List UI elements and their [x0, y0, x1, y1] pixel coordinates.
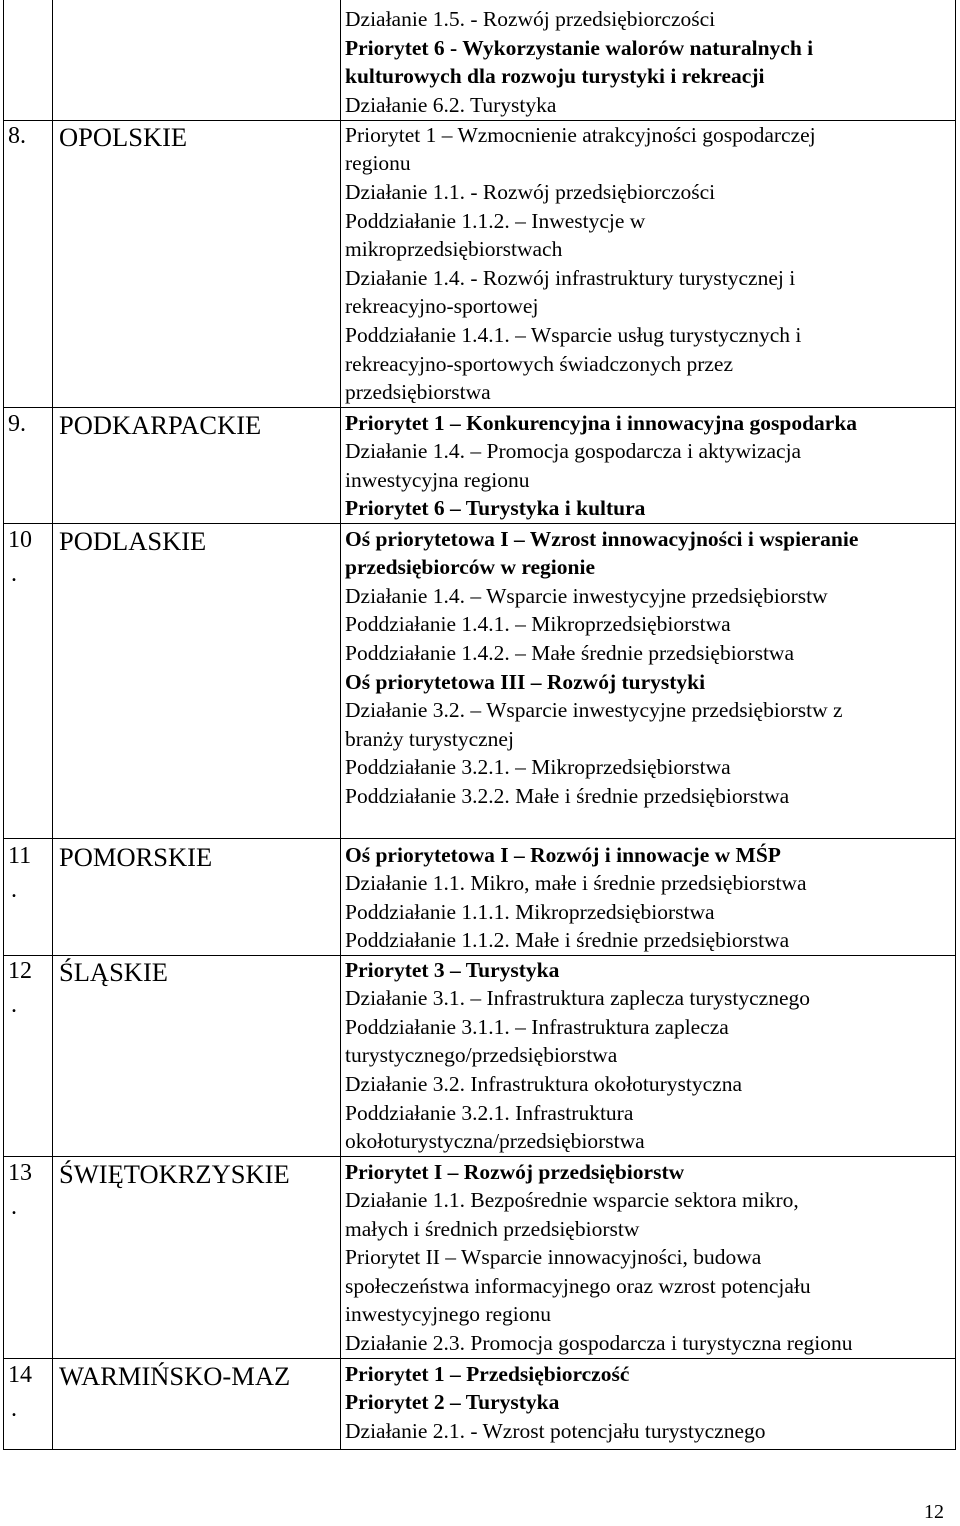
- row3-line-2: Działanie 1.4. – Wsparcie inwestycyjne przedsiębiorstw: [345, 584, 828, 608]
- row1-line-6: rekreacyjno-sportowej: [345, 294, 539, 318]
- row5-line-1: Działanie 3.1. – Infrastruktura zaplecza turystycznego: [345, 986, 811, 1010]
- region-name: ŚWIĘTOKRZYSKIE: [59, 1159, 290, 1189]
- row6-line-4: społeczeństwa informacyjnego oraz wzrost potencjału: [345, 1274, 811, 1298]
- row3-line-7: branży turystycznej: [345, 727, 514, 751]
- row0-line-3: Działanie 6.2. Turystyka: [345, 93, 557, 117]
- row4-line-3: Poddziałanie 1.1.2. Małe i średnie przedsiębiorstwa: [345, 928, 790, 952]
- region-name: PODLASKIE: [59, 526, 207, 556]
- row6-line-6: Działanie 2.3. Promocja gospodarcza i turystyczna regionu: [345, 1331, 853, 1355]
- row0-line-2: kulturowych dla rozwoju turystyki i rekreacji: [345, 64, 765, 88]
- row-number: 8.: [8, 123, 26, 149]
- row2-line-0: Priorytet 1 – Konkurencyjna i innowacyjna gospodarka: [345, 411, 858, 435]
- row5-line-4: Działanie 3.2. Infrastruktura okołoturystyczna: [345, 1072, 743, 1096]
- row4-line-1: Działanie 1.1. Mikro, małe i średnie przedsiębiorstwa: [345, 871, 807, 895]
- row-number-dot: .: [11, 561, 17, 587]
- row2-line-1: Działanie 1.4. – Promocja gospodarcza i aktywizacja: [345, 439, 802, 463]
- row1-line-1: regionu: [345, 151, 411, 175]
- row-number-dot: .: [11, 1396, 17, 1422]
- row3-line-5: Oś priorytetowa III – Rozwój turystyki: [345, 670, 706, 694]
- row1-line-9: przedsiębiorstwa: [345, 380, 491, 404]
- row6-line-2: małych i średnich przedsiębiorstw: [345, 1217, 640, 1241]
- row-divider: [3, 523, 956, 524]
- row-number: 12: [8, 958, 32, 984]
- row6-line-3: Priorytet II – Wsparcie innowacyjności, budowa: [345, 1245, 762, 1269]
- row5-line-5: Poddziałanie 3.2.1. Infrastruktura: [345, 1101, 634, 1125]
- row-number: 14: [8, 1362, 32, 1388]
- row1-line-4: mikroprzedsiębiorstwach: [345, 237, 563, 261]
- row5-line-2: Poddziałanie 3.1.1. – Infrastruktura zaplecza: [345, 1015, 729, 1039]
- row-divider: [3, 407, 956, 408]
- row1-line-7: Poddziałanie 1.4.1. – Wsparcie usług turystycznych i: [345, 323, 802, 347]
- row-number: 9.: [8, 411, 26, 437]
- table-col-divider-1: [52, 0, 53, 1450]
- row-divider: [3, 1156, 956, 1157]
- row1-line-3: Poddziałanie 1.1.2. – Inwestycje w: [345, 209, 646, 233]
- table-border-left: [3, 0, 4, 1450]
- row-divider: [3, 838, 956, 839]
- region-name: WARMIŃSKO-MAZ: [59, 1361, 291, 1391]
- row3-line-0: Oś priorytetowa I – Wzrost innowacyjności i wspieranie: [345, 527, 859, 551]
- row5-line-6: okołoturystyczna/przedsiębiorstwa: [345, 1129, 645, 1153]
- row4-line-0: Oś priorytetowa I – Rozwój i innowacje w MŚP: [345, 843, 781, 867]
- row3-line-8: Poddziałanie 3.2.1. – Mikroprzedsiębiorstwa: [345, 755, 731, 779]
- program-table: [3, 0, 956, 1450]
- region-name: OPOLSKIE: [59, 122, 188, 152]
- row6-line-5: inwestycyjnego regionu: [345, 1302, 551, 1326]
- row-divider: [3, 1358, 956, 1359]
- row6-line-1: Działanie 1.1. Bezpośrednie wsparcie sektora mikro,: [345, 1188, 799, 1212]
- row3-line-6: Działanie 3.2. – Wsparcie inwestycyjne przedsiębiorstw z: [345, 698, 843, 722]
- row1-line-5: Działanie 1.4. - Rozwój infrastruktury turystycznej i: [345, 266, 796, 290]
- row3-line-1: przedsiębiorców w regionie: [345, 555, 596, 579]
- row3-line-4: Poddziałanie 1.4.2. – Małe średnie przedsiębiorstwa: [345, 641, 794, 665]
- row3-line-9: Poddziałanie 3.2.2. Małe i średnie przedsiębiorstwa: [345, 784, 790, 808]
- row7-line-1: Priorytet 2 – Turystyka: [345, 1390, 560, 1414]
- row-number: 11: [8, 843, 32, 869]
- row1-line-8: rekreacyjno-sportowych świadczonych przez: [345, 352, 734, 376]
- row-number-dot: .: [11, 877, 17, 903]
- row-number: 10: [8, 527, 32, 553]
- row0-line-0: Działanie 1.5. - Rozwój przedsiębiorczości: [345, 7, 716, 31]
- row4-line-2: Poddziałanie 1.1.1. Mikroprzedsiębiorstwa: [345, 900, 715, 924]
- region-name: POMORSKIE: [59, 842, 213, 872]
- row-number-dot: .: [11, 992, 17, 1018]
- row1-line-0: Priorytet 1 – Wzmocnienie atrakcyjności gospodarczej: [345, 123, 816, 147]
- row0-line-1: Priorytet 6 - Wykorzystanie walorów naturalnych i: [345, 36, 814, 60]
- row5-line-0: Priorytet 3 – Turystyka: [345, 958, 560, 982]
- region-name: PODKARPACKIE: [59, 410, 262, 440]
- row-number-dot: .: [11, 1194, 17, 1220]
- row7-line-0: Priorytet 1 – Przedsiębiorczość: [345, 1362, 630, 1386]
- table-border-bottom: [3, 1449, 956, 1450]
- row6-line-0: Priorytet I – Rozwój przedsiębiorstw: [345, 1160, 685, 1184]
- row-number: 13: [8, 1160, 32, 1186]
- row2-line-2: inwestycyjna regionu: [345, 468, 530, 492]
- table-border-right: [955, 0, 956, 1450]
- region-name: ŚLĄSKIE: [59, 957, 168, 987]
- page-number: 12: [924, 1501, 944, 1523]
- row2-line-3: Priorytet 6 – Turystyka i kultura: [345, 496, 646, 520]
- table-col-divider-2: [340, 0, 341, 1450]
- row7-line-2: Działanie 2.1. - Wzrost potencjału turystycznego: [345, 1419, 766, 1443]
- row1-line-2: Działanie 1.1. - Rozwój przedsiębiorczości: [345, 180, 716, 204]
- row5-line-3: turystycznego/przedsiębiorstwa: [345, 1043, 618, 1067]
- row3-line-3: Poddziałanie 1.4.1. – Mikroprzedsiębiorstwa: [345, 612, 731, 636]
